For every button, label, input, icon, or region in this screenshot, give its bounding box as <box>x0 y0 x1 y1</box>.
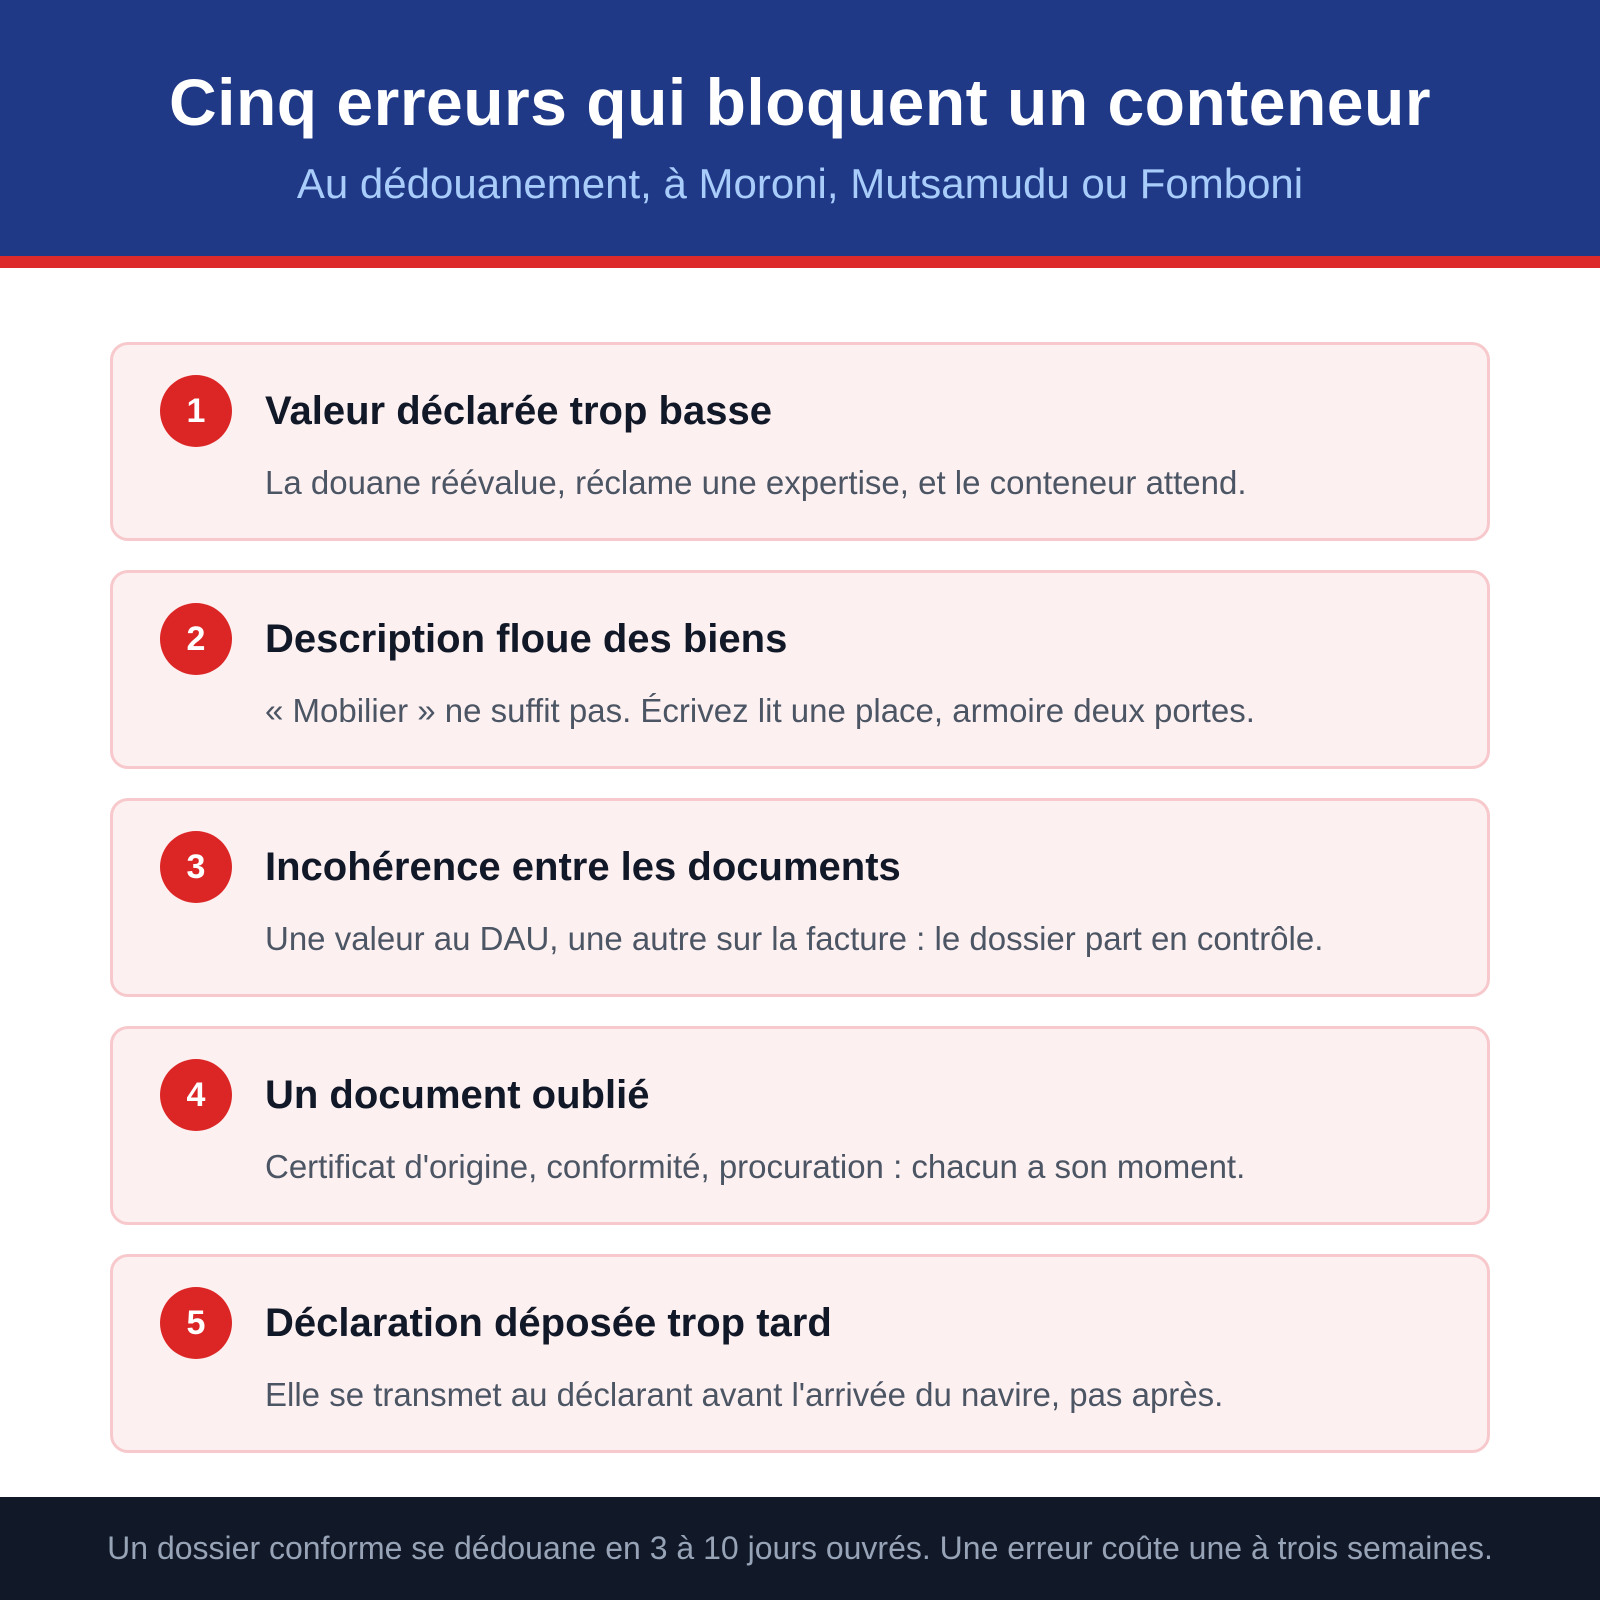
number-badge: 1 <box>160 375 232 447</box>
error-card-4 <box>110 1026 1490 1225</box>
footer-banner <box>0 1497 1600 1600</box>
error-card-1 <box>110 342 1490 541</box>
header-divider <box>0 256 1600 268</box>
error-description: Elle se transmet au déclarant avant l'arrivée du navire, pas après. <box>265 1376 1224 1413</box>
error-description: « Mobilier » ne suffit pas. Écrivez lit une place, armoire deux portes. <box>265 692 1255 729</box>
error-title: Un document oublié <box>265 1073 650 1117</box>
error-title: Description floue des biens <box>265 617 788 661</box>
number-badge: 4 <box>160 1059 232 1131</box>
header-banner <box>0 0 1600 256</box>
page-title: Cinq erreurs qui bloquent un conteneur <box>168 65 1432 139</box>
error-card-5 <box>110 1254 1490 1453</box>
error-title: Valeur déclarée trop basse <box>265 389 772 433</box>
footer-note: Un dossier conforme se dédouane en 3 à 10 jours ouvrés. Une erreur coûte une à trois semaines. <box>107 1530 1493 1566</box>
error-description: La douane réévalue, réclame une expertise, et le conteneur attend. <box>265 464 1247 501</box>
number-badge: 3 <box>160 831 232 903</box>
error-list <box>110 342 1490 1482</box>
error-description: Certificat d'origine, conformité, procuration : chacun a son moment. <box>265 1148 1246 1185</box>
page-subtitle: Au dédouanement, à Moroni, Mutsamudu ou Fomboni <box>296 160 1304 207</box>
error-description: Une valeur au DAU, une autre sur la facture : le dossier part en contrôle. <box>265 920 1324 957</box>
error-card-2 <box>110 570 1490 769</box>
number-badge: 5 <box>160 1287 232 1359</box>
error-title: Déclaration déposée trop tard <box>265 1301 832 1345</box>
number-badge: 2 <box>160 603 232 675</box>
error-card-3 <box>110 798 1490 997</box>
error-title: Incohérence entre les documents <box>265 845 901 889</box>
